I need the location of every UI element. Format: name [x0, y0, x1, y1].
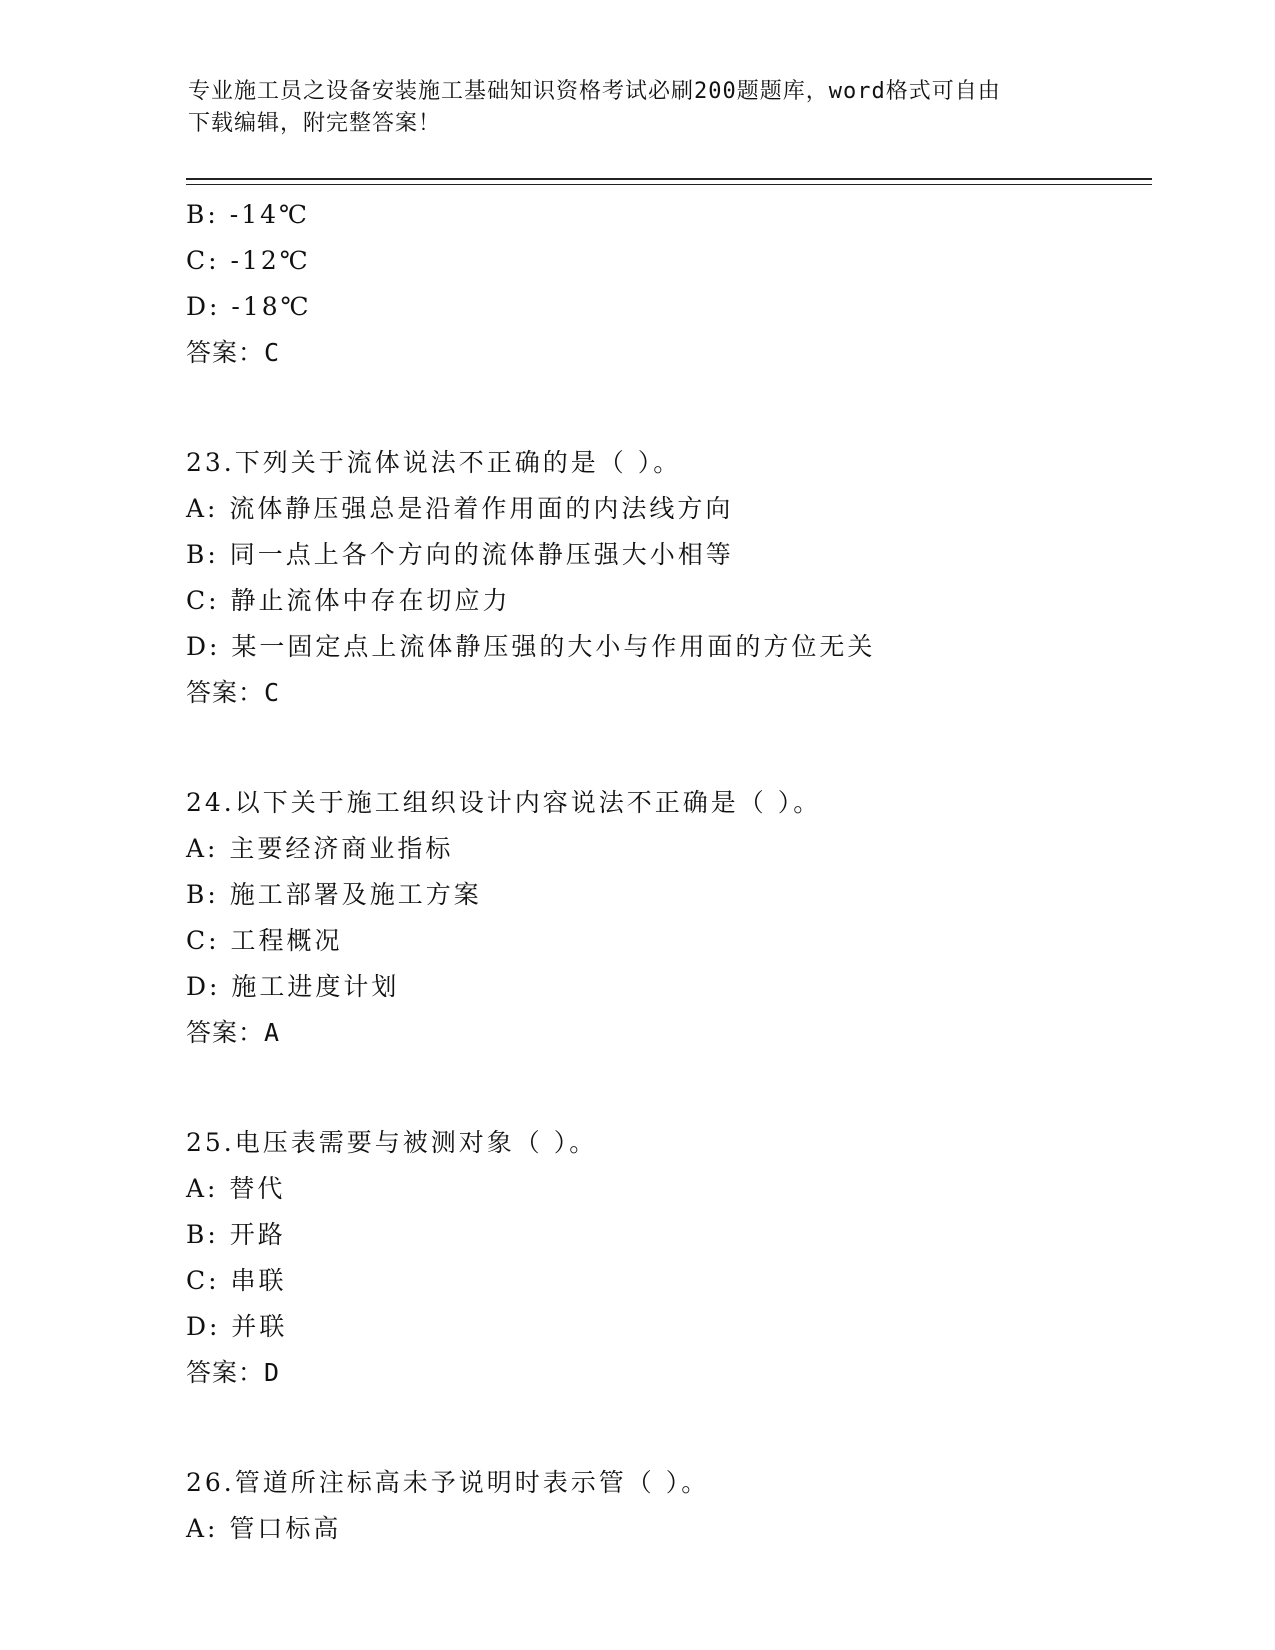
- option-d: D: -18℃: [186, 292, 312, 321]
- question-25: [186, 1120, 1166, 1396]
- option-d: D: 并联: [186, 1312, 288, 1341]
- header-line-1: 专业施工员之设备安装施工基础知识资格考试必刷200题题库，word格式可自由: [188, 79, 1001, 104]
- answer-line: [186, 1010, 1166, 1056]
- document-header: [188, 76, 1068, 140]
- header-rule-thin: [186, 184, 1152, 185]
- answer-line: [186, 1350, 1166, 1396]
- answer-label: 答案：: [186, 678, 265, 707]
- question-gap: [186, 716, 1166, 780]
- answer-value: A: [264, 1018, 281, 1047]
- answer-line: [186, 330, 1166, 376]
- option-b: B: -14℃: [186, 200, 310, 229]
- question-stem: 25.电压表需要与被测对象（ ）。: [186, 1128, 598, 1157]
- option-a: A: 管口标高: [186, 1514, 342, 1543]
- answer-label: 答案：: [186, 1018, 265, 1047]
- question-26: [186, 1460, 1166, 1552]
- question-gap: [186, 1396, 1166, 1460]
- question-gap: [186, 1056, 1166, 1120]
- option-d: D: 某一固定点上流体静压强的大小与作用面的方位无关: [186, 632, 876, 661]
- option-c: C: 静止流体中存在切应力: [186, 586, 511, 615]
- question-stem: 26.管道所注标高未予说明时表示管（ ）。: [186, 1468, 710, 1497]
- question-23: [186, 440, 1166, 716]
- header-line-2: 下载编辑，附完整答案！: [188, 111, 442, 136]
- question-22-tail: [186, 192, 1166, 376]
- option-c: C: 串联: [186, 1266, 287, 1295]
- question-24: [186, 780, 1166, 1056]
- option-a: A: 流体静压强总是沿着作用面的内法线方向: [186, 494, 734, 523]
- option-b: B: 同一点上各个方向的流体静压强大小相等: [186, 540, 734, 569]
- question-gap: [186, 376, 1166, 440]
- option-c: C: 工程概况: [186, 926, 343, 955]
- option-d: D: 施工进度计划: [186, 972, 400, 1001]
- question-stem: 23.下列关于流体说法不正确的是（ ）。: [186, 448, 682, 477]
- answer-line: [186, 670, 1166, 716]
- header-rule-thick: [186, 178, 1152, 180]
- question-stem: 24.以下关于施工组织设计内容说法不正确是（ ）。: [186, 788, 822, 817]
- option-b: B: 施工部署及施工方案: [186, 880, 482, 909]
- option-a: A: 替代: [186, 1174, 286, 1203]
- option-b: B: 开路: [186, 1220, 286, 1249]
- answer-value: C: [264, 678, 281, 707]
- answer-label: 答案：: [186, 338, 265, 367]
- option-c: C: -12℃: [186, 246, 311, 275]
- answer-value: C: [264, 338, 281, 367]
- answer-value: D: [264, 1358, 281, 1387]
- question-list: [186, 192, 1166, 1552]
- answer-label: 答案：: [186, 1358, 265, 1387]
- option-a: A: 主要经济商业指标: [186, 834, 454, 863]
